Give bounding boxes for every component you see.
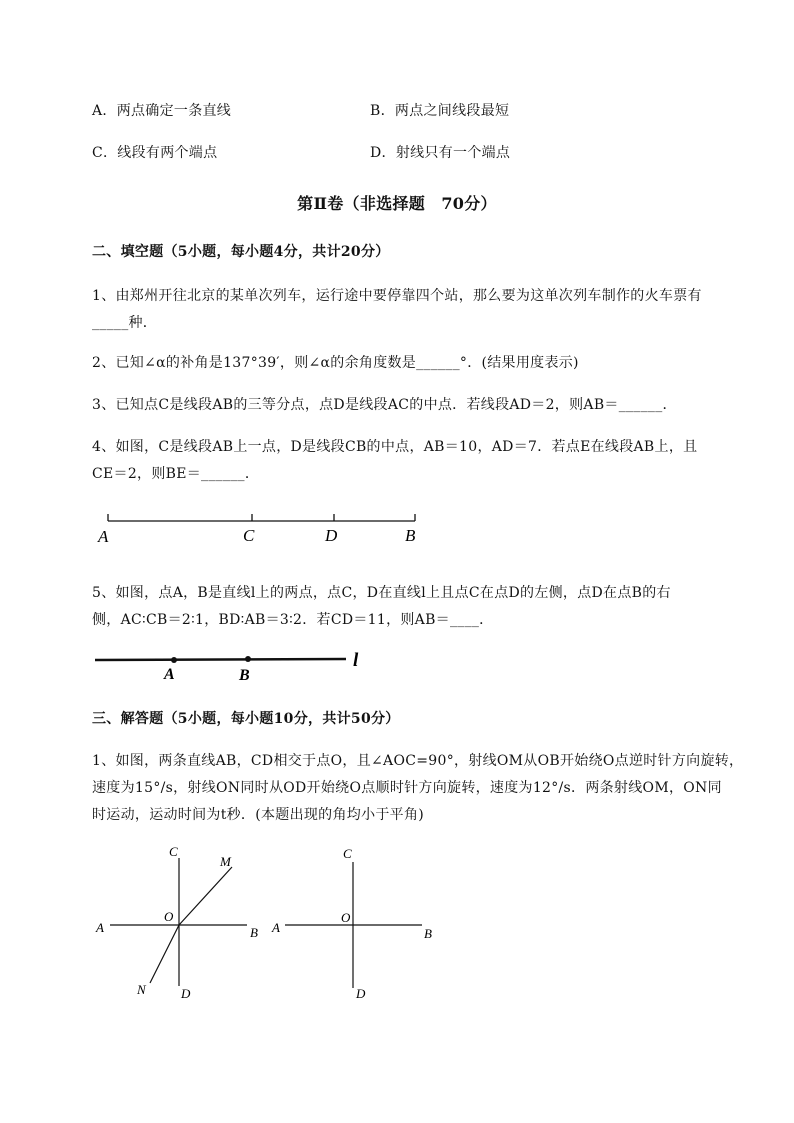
fig2-label-c: C — [343, 846, 352, 861]
fig1-label-m: M — [220, 854, 231, 869]
answer-section-heading: 三、解答题（5小题，每小题10分，共计50分） — [92, 711, 400, 727]
fig1-label-a: A — [96, 920, 104, 935]
fill-q1-line1: 1、由郑州开往北京的某单次列车，运行途中要停靠四个站，那么要为这单次列车制作的火车票有 — [92, 288, 702, 304]
fill-q1-line2: _____种． — [92, 315, 158, 331]
fig2-label-o: O — [341, 910, 351, 925]
answer-q1-line1: 1、如图，两条直线AB，CD相交于点O，且∠AOC=90°，射线OM从OB开始绕O点逆时针方向旋转， — [92, 753, 744, 769]
q4-label-b: B — [405, 526, 416, 545]
fig2-label-b: B — [424, 926, 432, 941]
fill-section-heading: 二、填空题（5小题，每小题4分，共计20分） — [92, 244, 390, 260]
fill-q4-line1: 4、如图，C是线段AB上一点，D是线段CB的中点，AB＝10，AD＝7．若点E在线段AB上，且 — [92, 439, 698, 455]
fig1-label-n: N — [137, 982, 146, 997]
choice-c: C．线段有两个端点 — [92, 145, 218, 161]
fill-q5-line1: 5、如图，点A，B是直线l上的两点，点C，D在直线l上且点C在点D的左侧，点D在点B的右 — [92, 585, 671, 601]
fig1-label-o: O — [164, 909, 174, 924]
fill-q4-line2: CE＝2，则BE＝______． — [92, 466, 260, 482]
choice-b: B．两点之间线段最短 — [370, 103, 510, 119]
fig1-label-c: C — [169, 844, 178, 859]
fig1-label-b: B — [250, 925, 258, 940]
fill-q2: 2、已知∠α的补角是137°39′，则∠α的余角度数是______°．(结果用度表示) — [92, 355, 579, 371]
fig1-label-d: D — [181, 986, 191, 1001]
q5-label-l: l — [353, 650, 359, 671]
fill-q3: 3、已知点C是线段AB的三等分点，点D是线段AC的中点．若线段AD＝2，则AB＝______． — [92, 397, 677, 413]
q4-label-a: A — [98, 527, 109, 546]
q4-label-c: C — [243, 526, 255, 545]
choice-a: A．两点确定一条直线 — [92, 103, 232, 119]
choice-d: D．射线只有一个端点 — [370, 145, 511, 161]
fig2-label-d: D — [356, 986, 366, 1001]
q5-label-a: A — [164, 666, 175, 683]
fill-q5-line2: 侧，AC∶CB＝2∶1，BD∶AB＝3∶2．若CD＝11，则AB＝____． — [92, 612, 494, 628]
q5-label-b: B — [239, 667, 250, 684]
q4-label-d: D — [325, 526, 338, 545]
answer-q1-line3: 时运动，运动时间为t秒．(本题出现的角均小于平角) — [92, 807, 425, 823]
answer-q1-line2: 速度为15°/s，射线ON同时从OD开始绕O点顺时针方向旋转，速度为12°/s．两条射线OM，ON同 — [92, 780, 722, 796]
fig2-label-a: A — [272, 920, 280, 935]
part2-title: 第Ⅱ卷（非选择题 70分） — [297, 194, 497, 213]
